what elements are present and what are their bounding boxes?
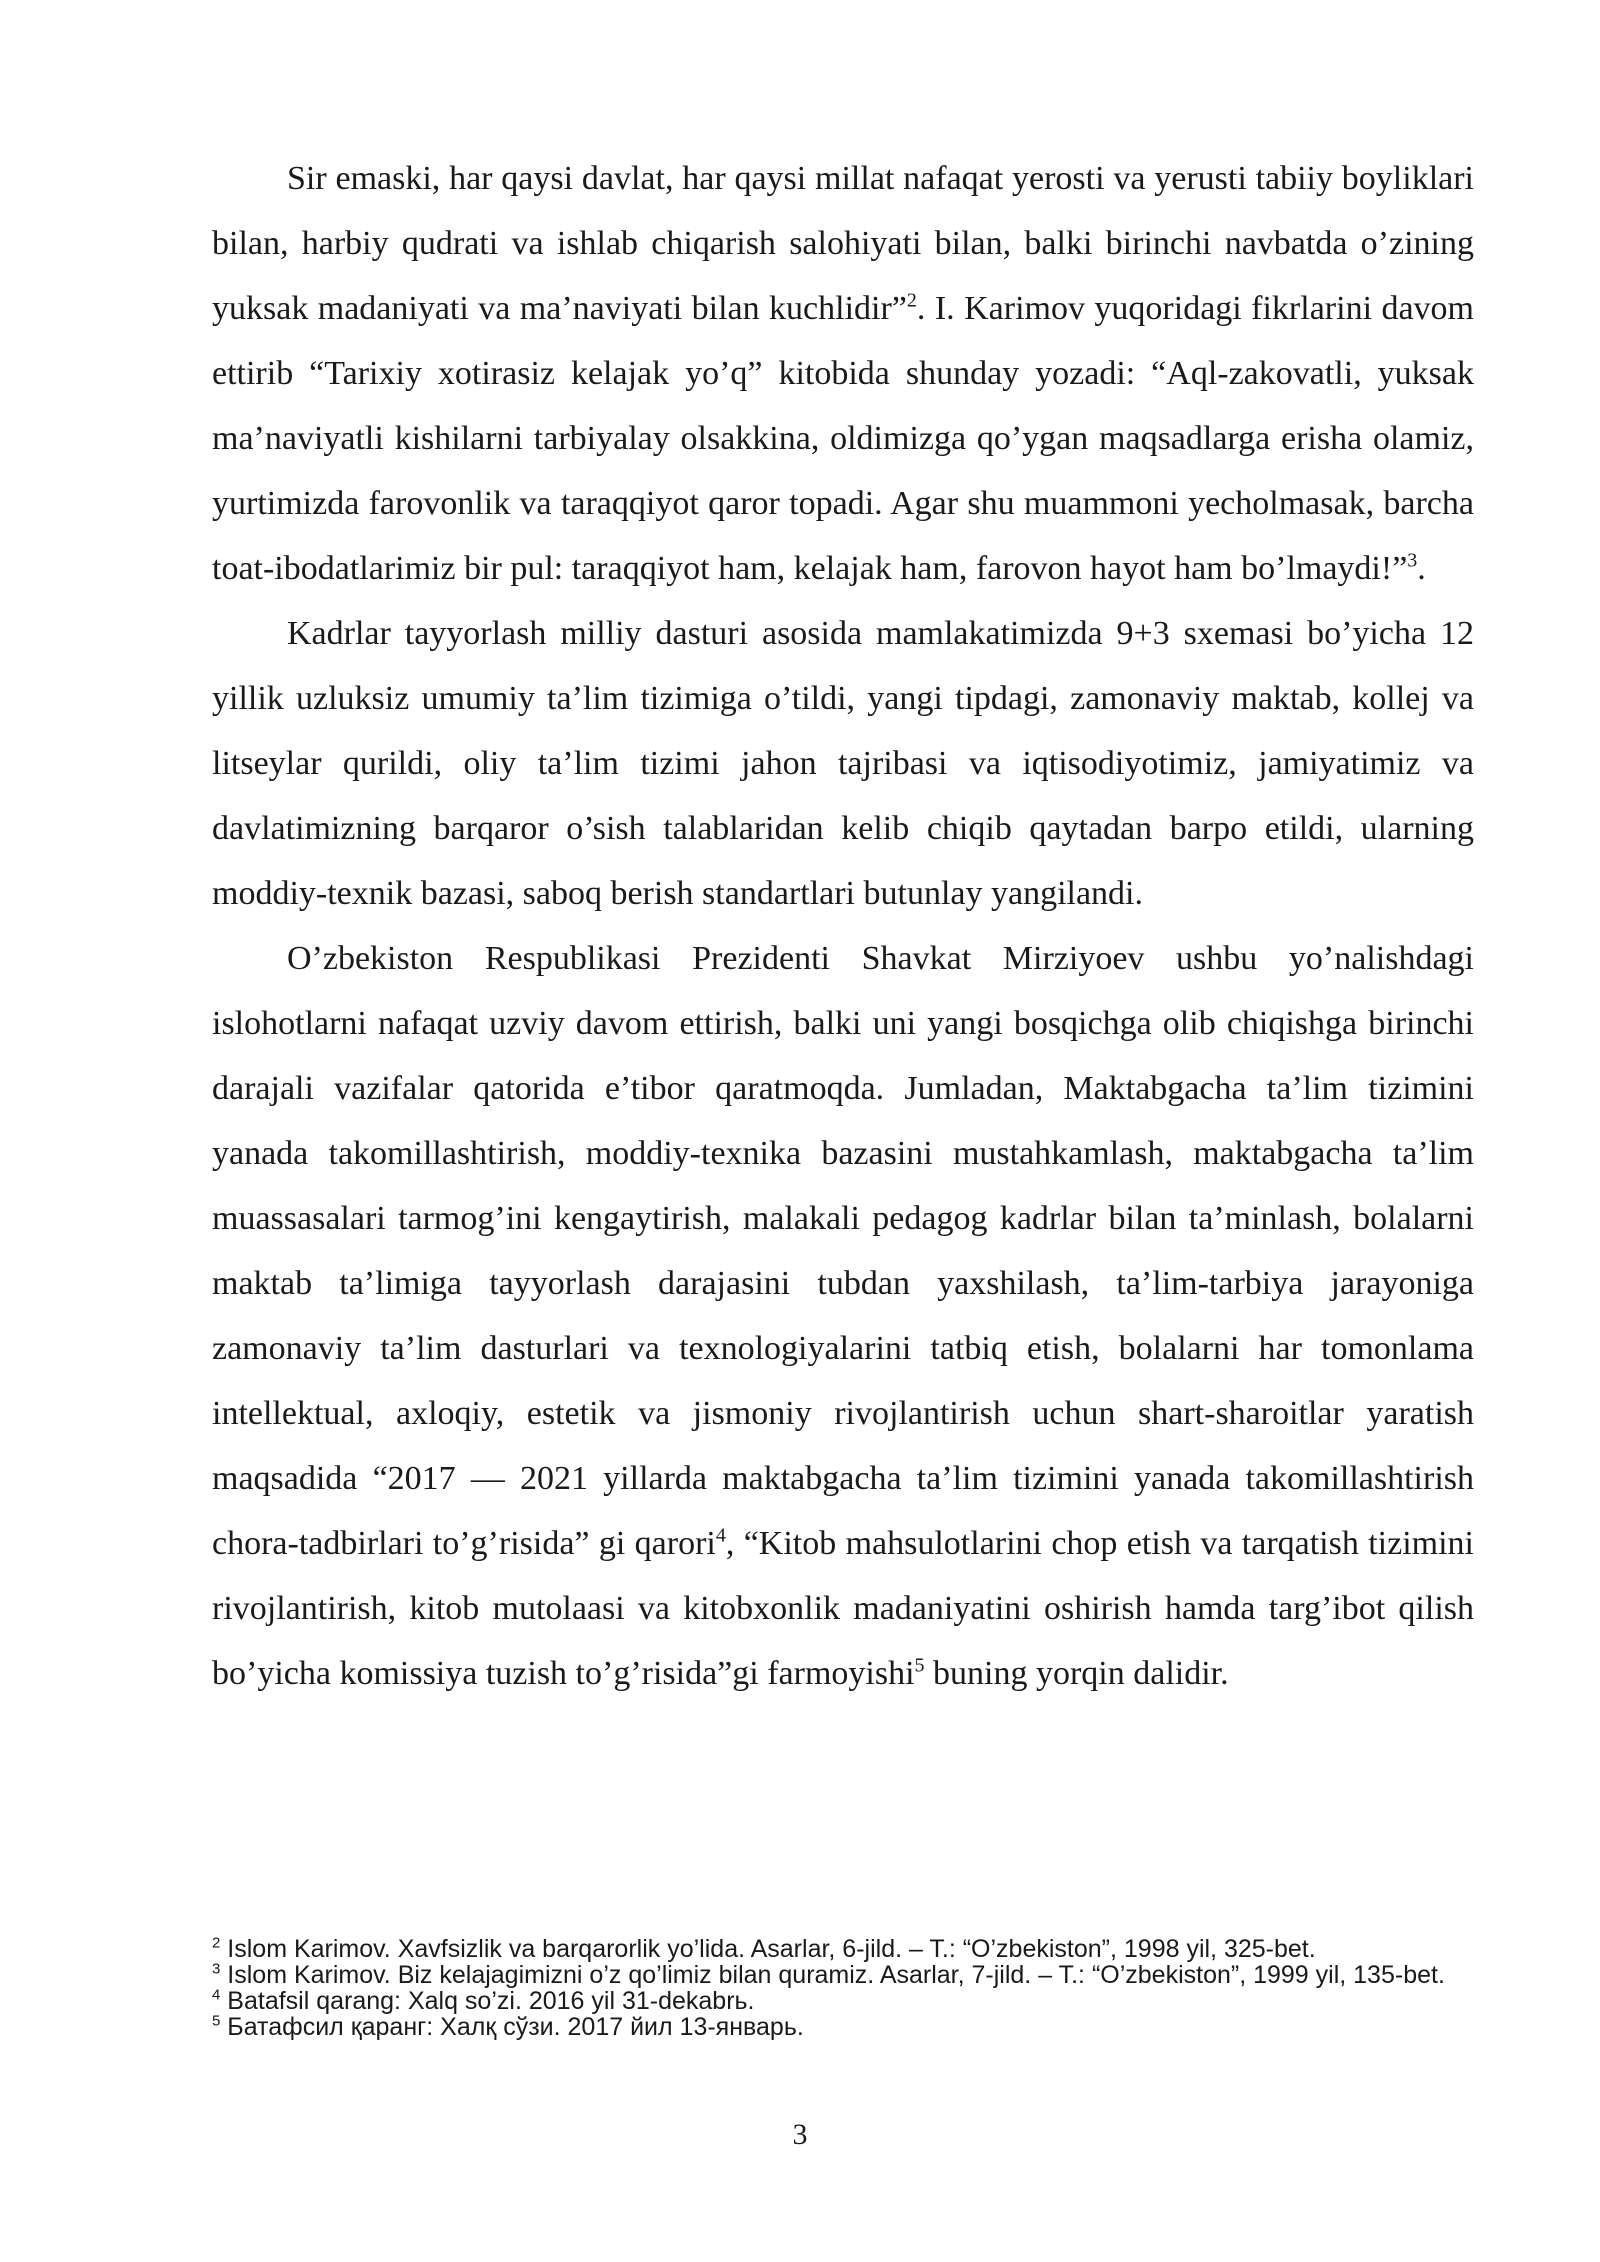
footnote-number: 5 — [212, 2012, 221, 2030]
paragraph-3-text-c: buning yorqin dalidir. — [924, 1655, 1229, 1692]
footnote-4 — [212, 1988, 1474, 2014]
footnote-number: 4 — [212, 1986, 221, 2004]
footnote-text: Islom Karimov. Biz kelajagimizni o’z qo’limiz bilan quramiz. Asarlar, 7-jild. – T.: “O’zbekiston”, 1999 yil, 135-bet. — [220, 1961, 1445, 1989]
paragraph-1-text-a: Sir emaski, har qaysi davlat, har qaysi millat nafaqat yerosti va yerusti tabiiy boyliklari bilan, harbiy qudrati va ishlab chiqarish salohiyati bilan, balki birinchi navbatda o’zining yuksak madaniyati va ma’naviyati bilan kuchlidir” — [212, 160, 1474, 327]
footnote-number: 3 — [212, 1960, 221, 1978]
page-number: 3 — [792, 2118, 808, 2151]
footnote-5 — [212, 2014, 1474, 2040]
footnote-text: Батафсил қаранг: Халқ сўзи. 2017 йил 13-январь. — [220, 2013, 804, 2041]
paragraph-2: Kadrlar tayyorlash milliy dasturi asosida mamlakatimizda 9+3 sxemasi bo’yicha 12 yillik uzluksiz umumiy ta’lim tizimiga o’tildi, yangi tipdagi, zamonaviy maktab, kollej va litseylar qurildi, oliy ta’lim tizimi jahon tajribasi va iqtisodiyotimiz, jamiyatimiz va davlatimizning barqaror o’sish talablaridan kelib chiqib qaytadan barpo etildi, ularning moddiy-texnik bazasi, saboq berish standartlari butunlay yangilandi. — [212, 615, 1474, 912]
footnote-number: 2 — [212, 1934, 221, 1952]
paragraph-3-text-b: , “Kitob mahsulotlarini chop etish va tarqatish tizimini rivojlantirish, kitob mutolaasi va kitobxonlik madaniyatini oshirish hamda targ’ibot qilish bo’yicha komissiya tuzish to’g’risida”gi farmoyishi — [212, 1525, 1474, 1692]
paragraph-1 — [212, 146, 1474, 601]
footnote-text: Islom Karimov. Xavfsizlik va barqarorlik yo’lida. Asarlar, 6-jild. – T.: “O’zbekiston”, 1998 yil, 325-bet. — [220, 1935, 1316, 1963]
footnote-ref-4[interactable]: 4 — [715, 1524, 726, 1547]
paragraph-1-text-b: . I. Karimov yuqoridagi fikrlarini davom ettirib “Tarixiy xotirasiz kelajak yo’q” kitobida shunday yozadi: “Aql-zakovatli, yuksak ma’naviyatli kishilarni tarbiyalay olsakkina, oldimizga qo’ygan maqsadlarga erisha olamiz, yurtimizda farovonlik va taraqqiyot qaror topadi. Agar shu muammoni yecholmasak, barcha toat-ibodatlarimiz bir pul: taraqqiyot ham, kelajak ham, farovon hayot ham bo’lmaydi!” — [212, 290, 1474, 587]
footnote-ref-2[interactable]: 2 — [906, 289, 917, 312]
paragraph-1-text-c: . — [1417, 550, 1426, 587]
paragraph-3-text-a: O’zbekiston Respublikasi Prezidenti Shavkat Mirziyoev ushbu yo’nalishdagi islohotlarni nafaqat uzviy davom ettirish, balki uni yangi bosqichga olib chiqishga birinchi darajali vazifalar qatorida e’tibor qaratmoqda. Jumladan, Maktabgacha ta’lim tizimini yanada takomillashtirish, moddiy-texnika bazasini mustahkamlash, maktabgacha ta’lim muassasalari tarmog’ini kengaytirish, malakali pedagog kadrlar bilan ta’minlash, bolalarni maktab ta’limiga tayyorlash darajasini tubdan yaxshilash, ta’lim-tarbiya jarayoniga zamonaviy ta’lim dasturlari va texnologiyalarini tatbiq etish, bolalarni har tomonlama intellektual, axloqiy, estetik va jismoniy rivojlantirish uchun shart-sharoitlar yaratish maqsadida “2017 — 2021 yillarda maktabgacha ta’lim tizimini yanada takomillashtirish chora-tadbirlari to’g’risida” gi qarori — [212, 940, 1474, 1562]
footnotes-section — [212, 1936, 1474, 2040]
footnote-2 — [212, 1936, 1474, 1962]
footnote-ref-5[interactable]: 5 — [914, 1654, 925, 1677]
footnote-text: Batafsil qarang: Xalq so’zi. 2016 yil 31-dekabrь. — [220, 1987, 755, 2015]
paragraph-3 — [212, 926, 1474, 1706]
footnote-ref-3[interactable]: 3 — [1407, 549, 1418, 572]
document-page — [212, 146, 1474, 1706]
footnote-3 — [212, 1962, 1474, 1988]
